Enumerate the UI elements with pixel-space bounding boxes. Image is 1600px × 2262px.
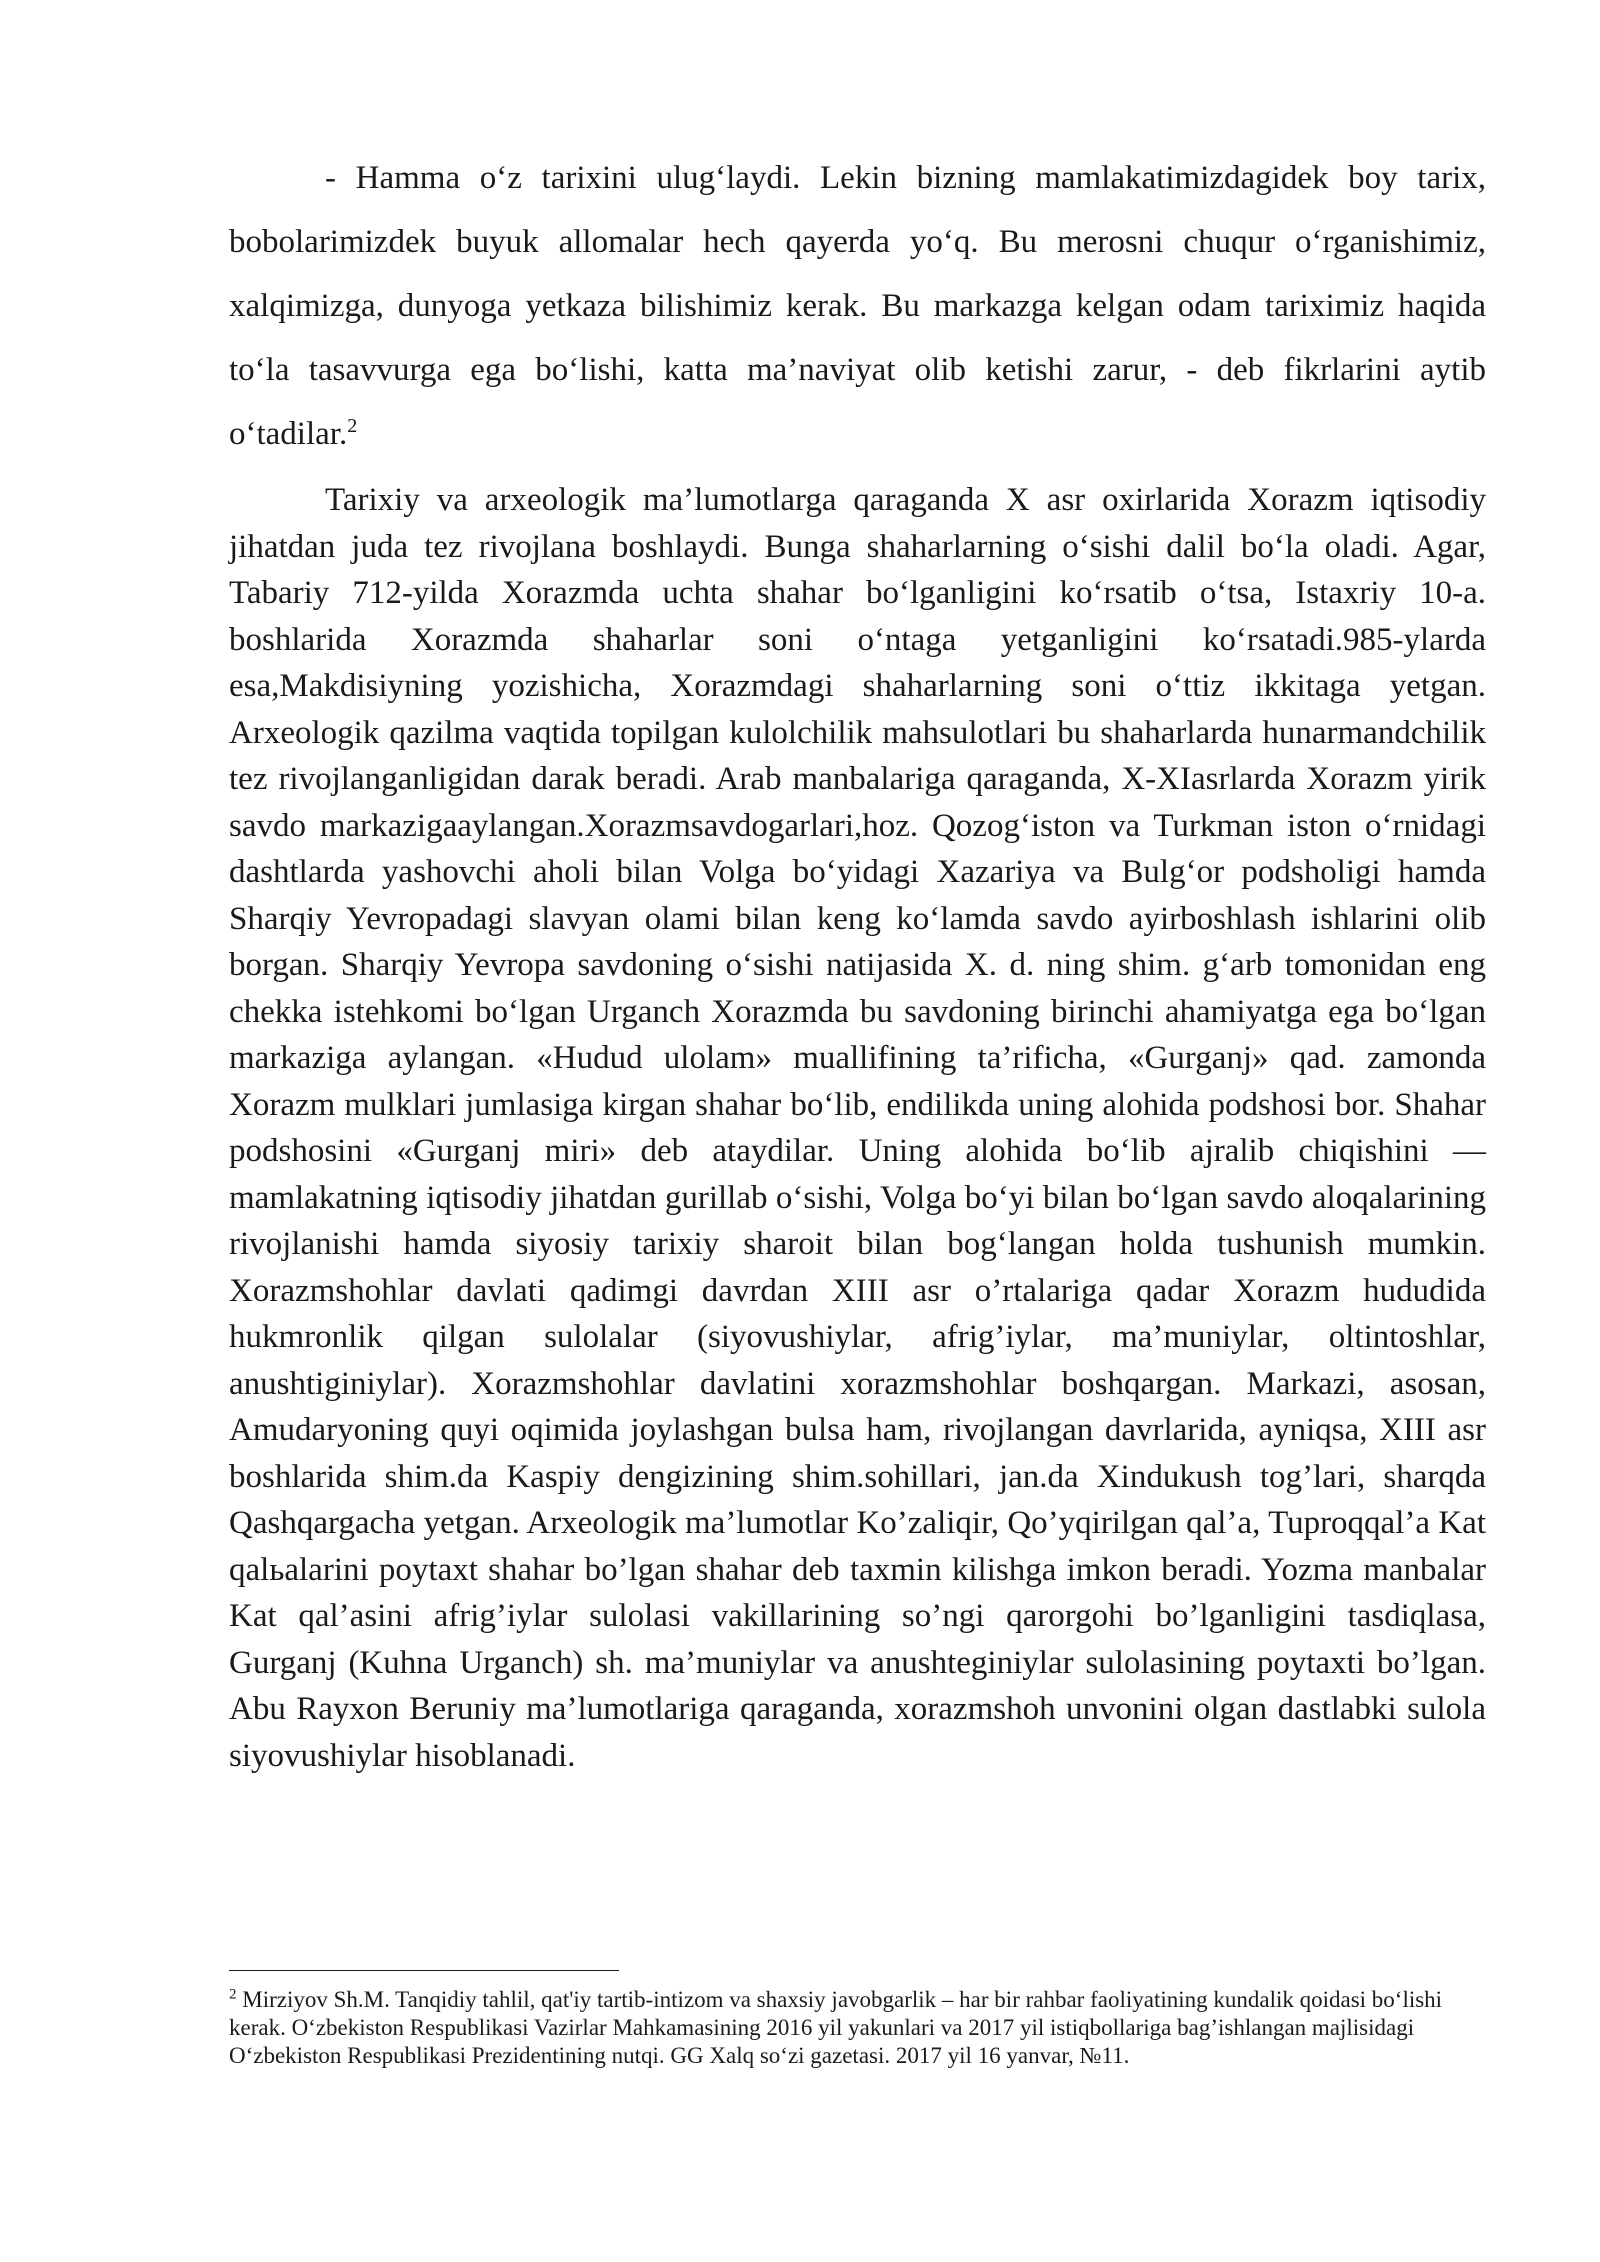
footnote-mark: 2	[229, 1986, 237, 2003]
footnote	[229, 1986, 1486, 2070]
document-page	[229, 0, 1486, 2262]
footnote-reference[interactable]: 2	[347, 415, 358, 437]
footnote-divider	[229, 1970, 619, 1971]
paragraph-history: Tarixiy va arxeologik ma’lumotlarga qaraganda X asr oxirlarida Xorazm iqtisodiy jihatdan juda tez rivojlana boshlaydi. Bunga shaharlarning o‘sishi dalil bo‘la oladi. Agar, Tabariy 712-yilda Xorazmda uchta shahar bo‘lganligini ko‘rsatib o‘tsa, Istaxriy 10-a. boshlarida Xorazmda shaharlar soni o‘ntaga yetganligini ko‘rsatadi.985-ylarda esa,Makdisiyning yozishicha, Xorazmdagi shaharlarning soni o‘ttiz ikkitaga yetgan. Arxeologik qazilma vaqtida topilgan kulolchilik mahsulotlari bu shaharlarda hunarmandchilik tez rivojlanganligidan darak beradi. Arab manbalariga qaraganda, X-XIasrlarda Xorazm yirik savdo markazigaaylangan.Xorazmsavdogarlari,hoz. Qozog‘iston va Turkman iston o‘rnidagi dashtlarda yashovchi aholi bilan Volga bo‘yidagi Xazariya va Bulg‘or podsholigi hamda Sharqiy Yevropadagi slavyan olami bilan keng ko‘lamda savdo ayirboshlash ishlarini olib borgan. Sharqiy Yevropa savdoning o‘sishi natijasida X. d. ning shim. g‘arb tomonidan eng chekka istehkomi bo‘lgan Urganch Xorazmda bu savdoning birinchi ahamiyatga ega bo‘lgan markaziga aylangan. «Hudud ulolam» muallifining ta’rificha, «Gurganj» qad. zamonda Xorazm mulklari jumlasiga kirgan shahar bo‘lib, endilikda uning alohida podshosi bor. Shahar podshosini «Gurganj miri» deb ataydilar. Uning alohida bo‘lib ajralib chiqishini — mamlakatning iqtisodiy jihatdan gurillab o‘sishi, Volga bo‘yi bilan bo‘lgan savdo aloqalarining rivojlanishi hamda siyosiy tarixiy sharoit bilan bog‘langan holda tushunish mumkin. Xorazmshohlar davlati qadimgi davrdan XIII asr o’rtalariga qadar Xorazm hududida hukmronlik qilgan sulolalar (siyovushiylar, afrig’iylar, ma’muniylar, oltintoshlar, anushtiginiylar). Xorazmshohlar davlatini xorazmshohlar boshqargan. Markazi, asosan, Amudaryoning quyi oqimida joylashgan bulsa ham, rivojlangan davrlarida, ayniqsa, XIII asr boshlarida shim.da Kaspiy dengizining shim.sohillari, jan.da Xindukush tog’lari, sharqda Qashqargacha yetgan. Arxeologik ma’lumotlar Ko’zaliqir, Qo’yqirilgan qal’a, Tuproqqal’a Kat qalьalarini poytaxt shahar bo’lgan shahar deb taxmin kilishga imkon beradi. Yozma manbalar Kat qal’asini afrig’iylar sulolasi vakillarining so’ngi qarorgohi bo’lganligini tasdiqlasa, Gurganj (Kuhna Urganch) sh. ma’muniylar va anushteginiylar sulolasining poytaxti bo’lgan. Abu Rayxon Beruniy ma’lumotlariga qaraganda, xorazmshoh unvonini olgan dastlabki sulola siyovushiylar hisoblanadi.	[229, 482, 1486, 1774]
footnote-text: Mirziyov Sh.M. Tanqidiy tahlil, qat'iy tartib-intizom va shaxsiy javobgarlik – har bir rahbar faoliyatining kundalik qoidasi bo‘lishi kerak. O‘zbekiston Respublikasi Vazirlar Mahkamasining 2016 yil yakunlari va 2017 yil istiqbollariga bag’ishlangan majlisidagi O‘zbekiston Respublikasi Prezidentining nutqi. GG Xalq so‘zi gazetasi. 2017 yil 16 yanvar, №11.	[229, 1987, 1443, 2068]
paragraph-quote	[229, 146, 1486, 466]
paragraph-quote-text: - Hamma o‘z tarixini ulug‘laydi. Lekin bizning mamlakatimizdagidek boy tarix, bobolarimizdek buyuk allomalar hech qayerda yo‘q. Bu merosni chuqur o‘rganishimiz, xalqimizga, dunyoga yetkaza bilishimiz kerak. Bu markazga kelgan odam tariximiz haqida to‘la tasavvurga ega bo‘lishi, katta ma’naviyat olib ketishi zarur, - deb fikrlarini aytib o‘tadilar.	[229, 160, 1486, 452]
